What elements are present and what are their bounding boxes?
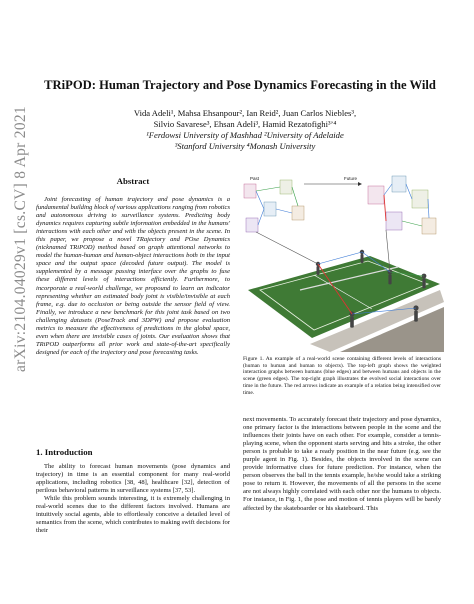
figure-1 xyxy=(240,172,444,352)
authors-line-2: Silvio Savarese³, Ehsan Adeli³, Hamid Rezatofighi³ʼ⁴ xyxy=(153,119,337,129)
right-column-body: next movements. To accurately forecast their trajectory and pose dynamics, one primary factor is the interactions between people in the scene and the influences their joints have on each other. For example, consider a tennis-playing scene, when the opponent starts serving and hits a stroke, the other person is probable to take a ready position in the near future (e.g. see the purple agent in Fig. 1). Besides, the objects involved in the scene can provide informative clues for future prediction. For instance, when the person observes the ball in the tennis example, he/she would take a striking pose to return it. However, the movements of all the persons in the scene are not always highly correlated with each other nor the humans to objects. For instance, in Fig. 1, the pose and motion of tennis players will be barely affected by the skateboarder or his skateboard. This xyxy=(243,416,441,512)
introduction-heading: 1. Introduction xyxy=(36,447,93,457)
introduction-body xyxy=(36,463,230,535)
arxiv-identifier: arXiv:2104.04029v1 [cs.CV] 8 Apr 2021 xyxy=(12,106,29,372)
affiliation-line-1: ¹Ferdowsi University of Mashhad ²University of Adelaide xyxy=(146,130,344,140)
future-interaction-graph xyxy=(344,176,436,234)
affiliation-line-2: ³Stanford University ⁴Monash University xyxy=(174,141,316,151)
figure-caption: Figure 1. An example of a real-world scene containing different levels of interactions (human to human and human to objects). The top-left graph shows the weighted interaction graphs between humans (blue edges) and between humans and objects in the scene (green edges). The top-right graph illustrates the evolved social interactions over time in the future. The red arrows indicate an example of a relation being intensified over time. xyxy=(243,356,441,396)
abstract-heading: Abstract xyxy=(116,176,150,186)
past-interaction-graph xyxy=(244,176,304,232)
intro-paragraph-2: While this problem sounds interesting, it is extremely challenging in real-world scenes due to the different factors involved. Humans are intuitively social agents, able to effortlessly conceive a detailed level of semantics from the scene, which contributes to making swift decisions for their xyxy=(36,495,230,535)
future-label: Future xyxy=(344,176,358,181)
authors-line-1: Vida Adeli¹, Mahsa Ehsanpour², Ian Reid², Juan Carlos Niebles³, xyxy=(133,108,357,118)
past-label: Past xyxy=(250,176,260,181)
paper-title: TRiPOD: Human Trajectory and Pose Dynamics Forecasting in the Wild xyxy=(44,78,436,92)
time-arrow-head xyxy=(358,182,362,186)
abstract-text: Joint forecasting of human trajectory and pose dynamics is a fundamental building block of various applications ranging from robotics and autonomous driving to surveillance systems. Predicting body dynamics requires capturing subtle information embedded in the humans' interactions with each other and with the objects present in the scene. In this paper, we propose a novel TRajectory and POse Dynamics (nicknamed TRiPOD) method based on graph attentional networks to model the human-human and human-object interactions both in the input space and the output space (decoded future output). The model is supplemented by a message passing interface over the graphs to fuse these different levels of interactions efficiently. Furthermore, to incorporate a real-world challenge, we propound to learn an indicator representing whether an estimated body joint is visible/invisible at each frame, e.g. due to occlusion or being outside the sensor field of view. Finally, we introduce a new benchmark for this joint task based on two challenging datasets (PoseTrack and 3DPW) and propose evaluation metrics to measure the effectiveness of predictions in the global space, even when there are invisible cases of joints. Our evaluation shows that TRiPOD outperforms all prior work and state-of-the-art specifically designed for each of the trajectory and pose forecasting tasks. xyxy=(36,196,230,356)
intro-paragraph-1: The ability to forecast human movements (pose dynamics and trajectory) in time is an essential component for many real-world applications, including robotics [38, 48], healthcare [32], detection of perilous behavioral patterns in surveillance systems [37, 53]. xyxy=(36,463,230,495)
